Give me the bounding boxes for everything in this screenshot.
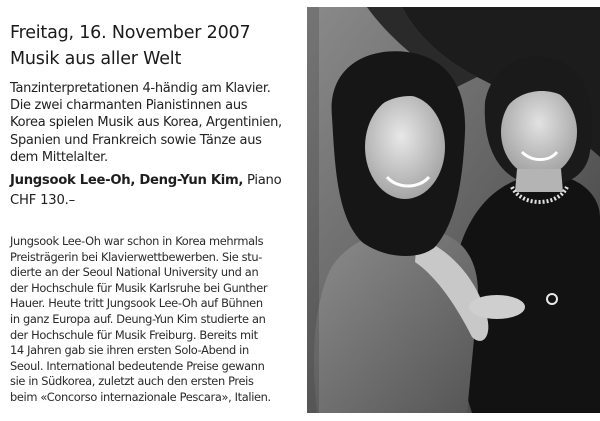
event-title: Musik aus aller Welt: [10, 49, 182, 69]
description-line: Korea spielen Musik aus Korea, Argentinien,: [10, 115, 282, 131]
bio-line: Preisträgerin bei Klavierwettbewerben. Sie stu-: [10, 249, 263, 264]
bio-line: 14 Jahren gab sie ihren ersten Solo-Abend in: [10, 343, 249, 358]
bio-line: beim «Concorso internazionale Pescara», Italien.: [10, 389, 271, 404]
bio-line: Hauer. Heute tritt Jungsook Lee-Oh auf Bühnen: [10, 296, 263, 311]
left-shadow: [307, 7, 319, 413]
pianists-photo: [307, 7, 600, 413]
bio-line: Seoul. International bedeutende Preise gewann: [10, 358, 265, 373]
performer-instrument: Piano: [247, 173, 282, 189]
bio-line: Jungsook Lee-Oh war schon in Korea mehrmals: [10, 234, 264, 248]
ticket-price: CHF 130.–: [10, 193, 76, 209]
description-line: dem Mittelalter.: [10, 149, 108, 165]
left-woman-face: [365, 95, 445, 199]
bio-line: der Hochschule für Musik Freiburg. Bereits mit: [10, 327, 258, 342]
event-info: [10, 22, 302, 210]
performer-names: Jungsook Lee-Oh, Deng-Yun Kim,: [10, 173, 244, 189]
performers-line: [10, 172, 302, 190]
event-description: [10, 80, 302, 166]
bio-line: der Hochschule für Musik Karlsruhe bei Gunther: [10, 280, 268, 295]
bio-line: sie in Südkorea, zuletzt auch den ersten Preis: [10, 374, 254, 389]
photo-illustration: [307, 7, 600, 413]
event-date: Freitag, 16. November 2007: [10, 23, 251, 43]
performer-biography: [10, 234, 302, 406]
clasped-hands: [469, 295, 525, 319]
right-woman-neck: [515, 169, 563, 192]
description-line: Tanzinterpretationen 4-händig am Klavier.: [10, 81, 271, 96]
bio-line: dierte an der Seoul National University und an: [10, 265, 259, 280]
description-line: Spanien und Frankreich sowie Tänze aus: [10, 132, 262, 148]
bio-line: in ganz Europa auf. Deung-Yun Kim studierte an: [10, 311, 266, 326]
description-line: Die zwei charmanten Pianistinnen aus: [10, 98, 248, 114]
